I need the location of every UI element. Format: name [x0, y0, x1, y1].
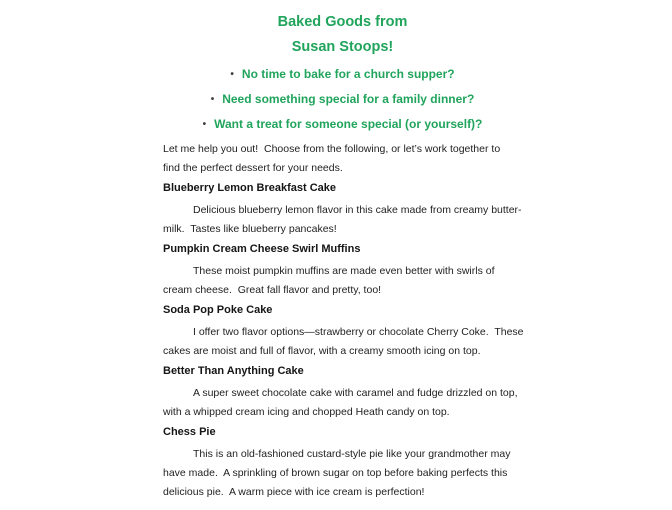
- bullet-text: Need something special for a family dinner?: [222, 92, 475, 106]
- intro-paragraph: [163, 140, 522, 178]
- title-line-1: Baked Goods from: [277, 14, 408, 30]
- section-paragraph: [163, 323, 522, 361]
- paragraph-line: with a whipped cream icing and chopped Heath candy on top.: [163, 406, 450, 418]
- paragraph-line: delicious pie. A warm piece with ice cream is perfection!: [163, 486, 425, 498]
- paragraph-line: have made. A sprinkling of brown sugar on top before baking perfects this: [163, 467, 508, 479]
- paragraph-line: cream cheese. Great fall flavor and pretty, too!: [163, 284, 382, 296]
- section-paragraph: [163, 262, 522, 300]
- bullet-dot-icon: •: [230, 69, 234, 80]
- intro-line: Let me help you out! Choose from the following, or let’s work together to: [163, 143, 501, 155]
- paragraph-line: These moist pumpkin muffins are made even better with swirls of: [193, 265, 495, 277]
- section-chess-pie: [163, 425, 522, 502]
- section-pumpkin-cream-cheese-swirl-muffins: [163, 242, 522, 300]
- section-paragraph: [163, 201, 522, 239]
- paragraph-line: This is an old-fashioned custard-style pie like your grandmother may: [193, 448, 511, 460]
- bullet-dot-icon: •: [202, 119, 207, 130]
- section-heading: Better Than Anything Cake: [163, 365, 304, 377]
- paragraph-line: cakes are moist and full of flavor, with a creamy smooth icing on top.: [163, 345, 481, 357]
- bullet-text: No time to bake for a church supper?: [241, 67, 455, 81]
- intro-line: find the perfect dessert for your needs.: [163, 162, 343, 174]
- section-heading: Pumpkin Cream Cheese Swirl Muffins: [163, 243, 361, 255]
- bullet-text: Want a treat for someone special (or yourself)?: [214, 117, 483, 131]
- section-heading: Blueberry Lemon Breakfast Cake: [163, 182, 337, 194]
- section-heading: Chess Pie: [163, 426, 216, 438]
- section-better-than-anything-cake: [163, 364, 522, 422]
- bullet-item-1: [163, 62, 522, 87]
- title-line-2: Susan Stoops!: [291, 39, 394, 55]
- bullet-list: [163, 62, 522, 137]
- section-paragraph: [163, 445, 522, 502]
- bullet-dot-icon: •: [210, 94, 215, 105]
- paragraph-line: A super sweet chocolate cake with caramel and fudge drizzled on top,: [193, 387, 518, 399]
- section-soda-pop-poke-cake: [163, 303, 522, 361]
- document-title: [163, 10, 522, 60]
- section-blueberry-lemon-breakfast-cake: [163, 181, 522, 239]
- paragraph-line: milk. Tastes like blueberry pancakes!: [163, 223, 337, 235]
- section-paragraph: [163, 384, 522, 422]
- paragraph-line: I offer two flavor options—strawberry or chocolate Cherry Coke. These: [193, 326, 524, 338]
- bullet-item-2: [163, 87, 522, 112]
- bullet-item-3: [163, 112, 522, 137]
- section-heading: Soda Pop Poke Cake: [163, 304, 273, 316]
- paragraph-line: Delicious blueberry lemon flavor in this cake made from creamy butter-: [193, 204, 522, 216]
